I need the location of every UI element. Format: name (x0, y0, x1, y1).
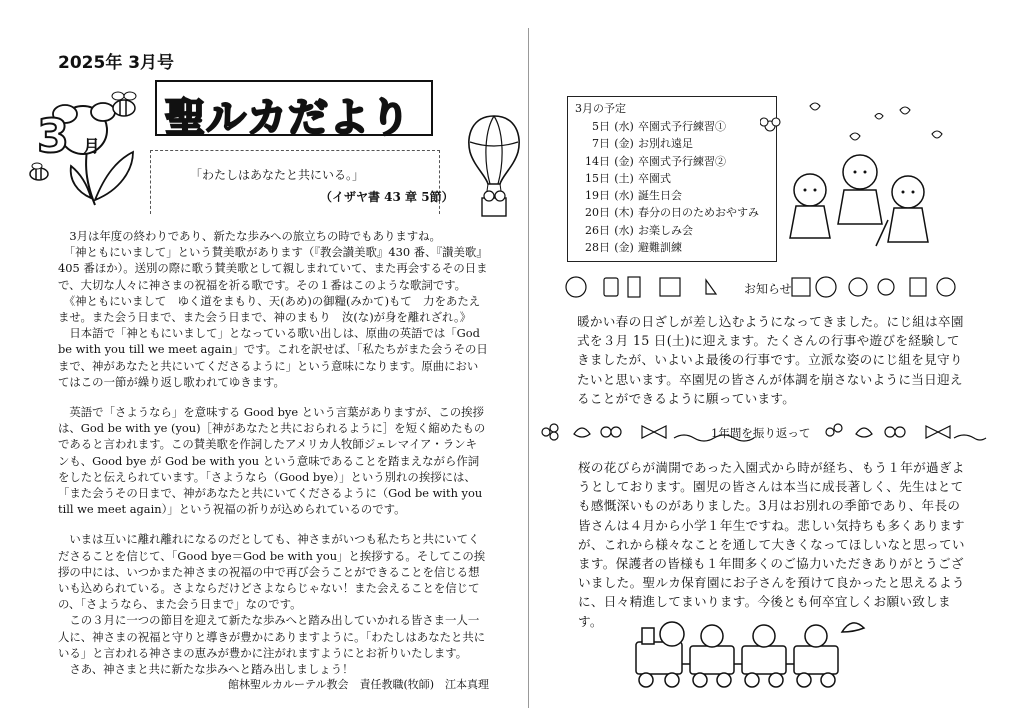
bee-icon (30, 163, 48, 180)
kids-illustration-icon (778, 150, 948, 250)
title-box (155, 80, 433, 141)
svg-text:3: 3 (37, 109, 70, 163)
letter-paragraph: 「神ともにいまして」という賛美歌があります（『教会讃美歌』430 番、『讃美歌』405 番ほか）。送別の際に歌う賛美歌として親しまれていて、また再会するその日まで、大切な人々に神さまの祝福を祈る歌です。その１番はこのような歌詞です。 (58, 245, 488, 292)
schedule-item: 5日 (水) 卒園式予行練習① (592, 120, 726, 133)
letter-paragraph: さあ、神さまと共に新たな歩みへと踏み出しましょう！ (58, 662, 354, 677)
review-body: 桜の花びらが満開であった入園式から時が経ち、もう１年が過ぎようとしております。園児の皆さんは本当に成長著しく、先生はとても感慨深いものがありました。3月はお別れの季節であり、年長の皆さんは４月から小学１年生ですね。悲しい気持ちも多くありますが、これから様々なことを通して大きくなってほしいなと思っています。保護者の皆様も１年間多くのご協力いただきありがとうございました。聖ルカ保育園にお子さんを預けて良かったと思えるように、日々精進してまいります。今後とも何卒宜しくお願い致します。 (578, 460, 965, 629)
cherry-blossom-icon (760, 96, 960, 156)
bee-icon (104, 86, 144, 122)
animal-train-icon (632, 612, 872, 692)
issue-date: 2025年 3月号 (58, 53, 175, 73)
letter-paragraph: 3月は年度の終わりであり、新たな歩みへの旅立ちの時でもありますね。 (58, 229, 441, 243)
verse-quote: 「わたしはあなたと共にいる。」 (190, 168, 365, 182)
letter-paragraph: いまは互いに離れ離れになるのだとしても、神さまがいつも私たちと共にいてくださることを信じて、「Good bye＝God be with you」と挨拶する。そしてこの挨拶の中には、いつかまた神さまの祝福の中で再び会うことができることを信じる想いも込められている。さよならだけどさよならじゃない！また会えることを信じての、「さようなら、また会う日まで」なのです。 (58, 532, 486, 612)
letter-paragraph: 日本語で「神ともにいまして」となっている歌い出しは、原曲の英語では「God be with you till we meet again」です。これを訳せば、「私たちがまた会うその日まで、神があなたと共にいてくださるように」という意味になります。原曲においてはこの一節が繰り返し歌われてゆきます。 (58, 326, 488, 389)
schedule-item: 15日 (土) 卒園式 (585, 171, 671, 185)
schedule-title: 3月の予定 (575, 102, 626, 115)
letter-paragraph: この３月に一つの節目を迎えて新たな歩みへと踏み出していかれる皆さま一人一人に、神さまの祝福と守りと導きが豊かにありますように。「わたしはあなたと共にいる」と言われる神さまの恵みが豊かに注がれますようにとお祈りいたします。 (58, 613, 486, 660)
signature: 館林聖ルカルーテル教会 責任教職(牧師) 江本真理 (228, 678, 490, 691)
notice-title: お知らせ (744, 282, 792, 296)
verse-reference: （イザヤ書 43 章 5節） (320, 190, 454, 204)
letter-paragraph: 英語で「さようなら」を意味する Good bye という言葉がありますが、この挨拶は、God be with ye (you)［神があなたと共におられるように］を短く縮めたものであると言われます。この賛美歌を作詞したアメリカ人牧師ジェレマイア・ランキンも、Good bye が God be with you という意味であることを踏まえながら作詞をしたと伝えられています。「さようなら（Good bye）」という別れの挨拶には、「また会うその日まで、神があなたと共にいてくださるように（God be with you till we meet again）」という祝福の祈りが込められているのです。 (58, 405, 486, 517)
ribbon-icon (642, 426, 666, 438)
letter-body (58, 228, 488, 677)
review-title: 1年間を振り返って (711, 426, 811, 440)
schedule-item: 28日 (金) 避難訓練 (585, 241, 682, 255)
schedule-item: 14日 (金) 卒園式予行練習② (585, 154, 726, 168)
schedule-item: 7日 (金) お別れ遠足 (592, 137, 693, 151)
schedule-item: 19日 (水) 誕生日会 (585, 189, 682, 203)
hot-air-balloon-icon (462, 112, 526, 220)
page-title: 聖ルカだより (165, 95, 411, 141)
svg-text:月: 月 (83, 137, 100, 157)
schedule-list (580, 118, 759, 256)
bird-icon (574, 428, 590, 437)
page-divider (528, 28, 529, 708)
schedule-item: 26日 (水) お楽しみ会 (585, 223, 693, 237)
letter-paragraph: 《神ともにいまして ゆく道をまもり、天(あめ)の御糧(みかて)もて 力をあたえませ。また会う日まで、また会う日まで、神のまもり 汝(な)が身を離れざれ。》 (58, 293, 481, 325)
notice-body: 暖かい春の日ざしが差し込むようになってきました。にじ組は卒園式を３月 15 日(土)に迎えます。たくさんの行事や遊びを経験してきましたが、いよいよ最後の行事です。立派な姿のにじ組を見守りたいと思います。卒園児の皆さんが体調を崩さないように当日迎えることができるように願っています。 (577, 314, 964, 406)
schedule-item: 20日 (木) 春分の日のためおやすみ (585, 206, 759, 220)
